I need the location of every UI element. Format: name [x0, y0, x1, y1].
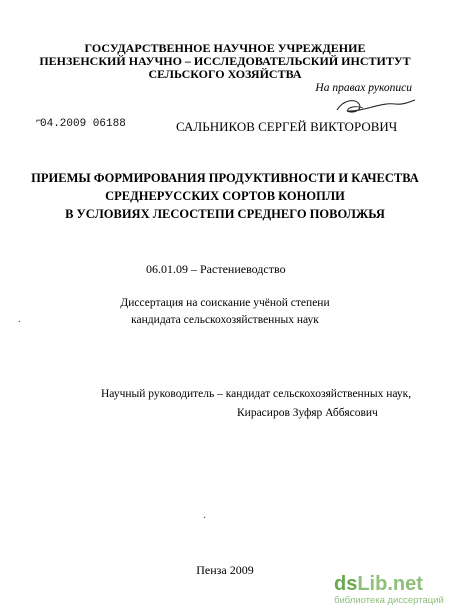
title-line-2: СРЕДНЕРУССКИХ СОРТОВ КОНОПЛИ: [105, 189, 345, 203]
adviser-name: Кирасиров Зуфяр Аббясович: [237, 407, 378, 419]
margin-tick-mark: .: [18, 314, 21, 325]
signature-icon: [333, 94, 418, 116]
scan-speck-mark: ·: [203, 513, 207, 524]
specialty: 06.01.09 – Растениеводство: [146, 262, 286, 276]
title-line-1: ПРИЕМЫ ФОРМИРОВАНИЯ ПРОДУКТИВНОСТИ И КАЧЕСТВА: [31, 171, 419, 185]
document-number-text: 04.2009 06188: [40, 118, 126, 130]
watermark-subtitle: библиотека диссертаций: [334, 595, 444, 606]
manuscript-note: На правах рукописи: [315, 82, 412, 94]
institution-line-1: ГОСУДАРСТВЕННОЕ НАУЧНОЕ УЧРЕЖДЕНИЕ: [84, 41, 366, 55]
institution-line-2: ПЕНЗЕНСКИЙ НАУЧНО – ИССЛЕДОВАТЕЛЬСКИЙ ИНСТИТУТ: [39, 54, 411, 68]
watermark-logo-text: [334, 573, 423, 595]
author-name: САЛЬНИКОВ СЕРГЕЙ ВИКТОРОВИЧ: [176, 119, 398, 134]
adviser-line-1: Научный руководитель – кандидат сельскохозяйственных наук,: [101, 388, 412, 400]
document-number: [36, 116, 126, 130]
dissertation-line-1: Диссертация на соискание учёной степени: [120, 297, 330, 309]
watermark-logo-ds: ds: [334, 573, 358, 595]
watermark-logo-rest: Lib.net: [357, 573, 423, 595]
title-line-3: В УСЛОВИЯХ ЛЕСОСТЕПИ СРЕДНЕГО ПОВОЛЖЬЯ: [65, 207, 385, 221]
stamp-mark-icon: ⌐: [36, 116, 42, 126]
city-year: Пенза 2009: [196, 563, 254, 577]
institution-line-3: СЕЛЬСКОГО ХОЗЯЙСТВА: [148, 67, 302, 81]
watermark-logo: [334, 573, 446, 607]
dissertation-line-2: кандидата сельскохозяйственных наук: [131, 314, 319, 326]
